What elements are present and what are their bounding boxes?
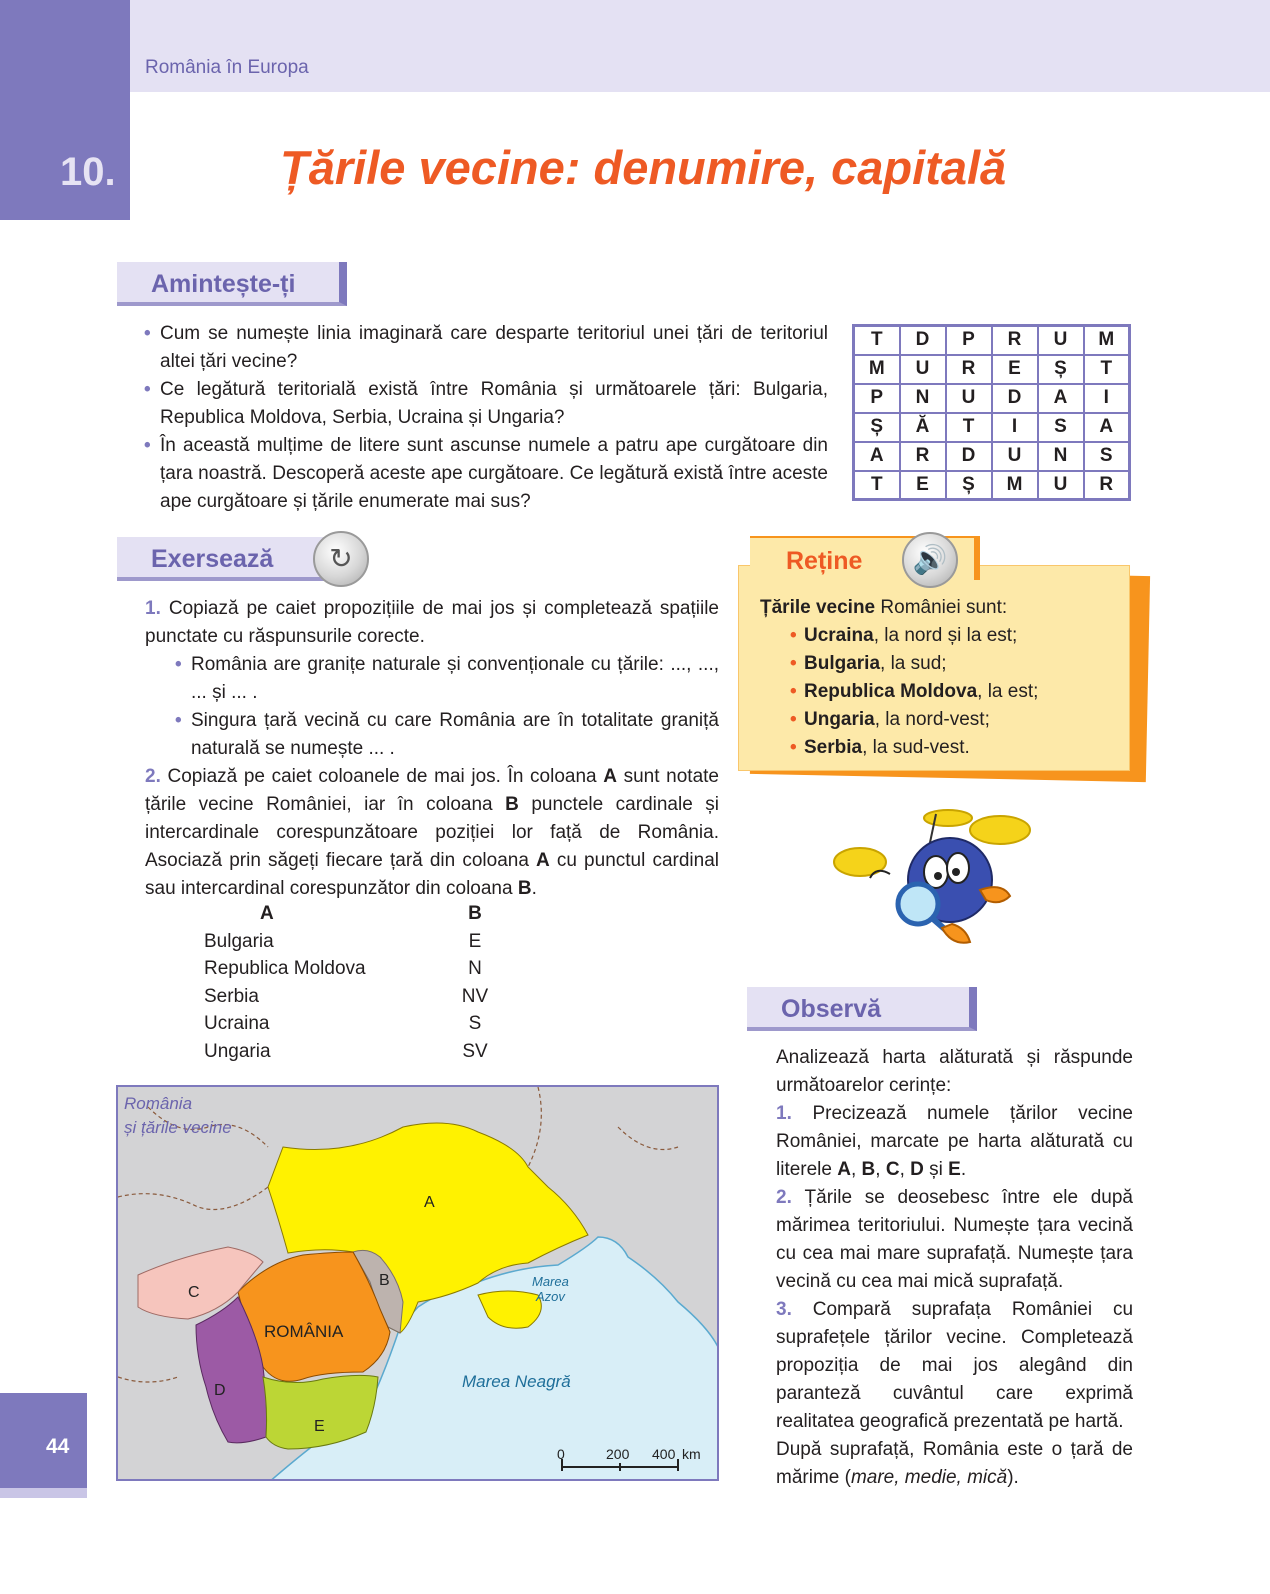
letter-cell: T bbox=[854, 471, 900, 500]
letter-cell: N bbox=[900, 384, 946, 413]
label-b: B bbox=[379, 1272, 390, 1289]
map-romania-neighbours bbox=[116, 1085, 719, 1481]
letter-cell: U bbox=[900, 355, 946, 384]
page-number: 44 bbox=[46, 1435, 70, 1458]
letter-cell: D bbox=[900, 326, 946, 355]
letter-cell: Ș bbox=[1038, 355, 1084, 384]
label-e: E bbox=[314, 1418, 325, 1435]
letter-cell: M bbox=[992, 471, 1038, 500]
letter-cell: Ă bbox=[900, 413, 946, 442]
page-number-strip bbox=[0, 1488, 87, 1498]
letter-cell: A bbox=[1038, 384, 1084, 413]
scale-unit: km bbox=[682, 1446, 701, 1462]
letter-cell: U bbox=[1038, 326, 1084, 355]
list-item: • Singura țară vecină cu care România are în totalitate graniță naturală se numește ... . bbox=[117, 707, 719, 763]
letter-cell: R bbox=[992, 326, 1038, 355]
label-azov-line2: Azov bbox=[536, 1289, 565, 1304]
section-heading: Exersează bbox=[151, 545, 274, 573]
retine-list bbox=[760, 594, 1120, 762]
letter-cell: P bbox=[946, 326, 992, 355]
aminteste-bullets bbox=[140, 320, 828, 516]
letter-cell: D bbox=[946, 442, 992, 471]
letter-cell: R bbox=[946, 355, 992, 384]
letter-cell: Ș bbox=[946, 471, 992, 500]
column-a-item: Ucraina bbox=[204, 1013, 270, 1035]
exercise-1: 1. Copiază pe caiet propozițiile de mai jos și completează spațiile punctate cu răspunsurile corecte. bbox=[145, 598, 720, 647]
letter-cell: T bbox=[946, 413, 992, 442]
list-item: • România are granițe naturale și convenționale cu țările: ..., ..., ... și ... . bbox=[117, 651, 719, 707]
section-heading: Reține bbox=[786, 547, 863, 575]
breadcrumb: România în Europa bbox=[145, 57, 309, 78]
letter-cell: N bbox=[1038, 442, 1084, 471]
letter-grid-row bbox=[854, 326, 1130, 355]
lesson-number: 10. bbox=[60, 150, 116, 194]
letter-cell: U bbox=[946, 384, 992, 413]
retine-intro: Țările vecine României sunt: bbox=[760, 597, 1008, 618]
letter-grid-row bbox=[854, 471, 1130, 500]
column-a-item: Ungaria bbox=[204, 1040, 271, 1062]
letter-grid-row bbox=[854, 355, 1130, 384]
label-a: A bbox=[424, 1194, 435, 1211]
letter-cell: I bbox=[992, 413, 1038, 442]
speaker-icon[interactable]: 🔊 bbox=[902, 532, 958, 588]
page-number-box bbox=[0, 1393, 87, 1497]
letter-cell: M bbox=[854, 355, 900, 384]
letter-cell: A bbox=[854, 442, 900, 471]
label-c: C bbox=[188, 1284, 200, 1301]
question-2: 2. Țările se deosebesc între ele după mărimea teritoriului. Numește țara vecină cu cea mai mare suprafață. Numește țara vecină cu cea mai mică suprafață. bbox=[776, 1187, 1133, 1292]
list-item: • Bulgaria, la sud; bbox=[760, 650, 1120, 678]
letter-grid bbox=[852, 324, 1131, 501]
list-item: • Cum se numește linia imaginară care desparte teritoriul unei țări de teritoriul altei țări vecine? bbox=[140, 320, 828, 376]
scale-max: 400 bbox=[652, 1446, 676, 1462]
column-b-item: NV bbox=[461, 985, 489, 1007]
refresh-icon[interactable]: ↻ bbox=[313, 531, 369, 587]
map-title-line2: și țările vecine bbox=[124, 1118, 232, 1137]
letter-cell: S bbox=[1038, 413, 1084, 442]
list-item: • În această mulțime de litere sunt ascunse numele a patru ape curgătoare din țara noastră. Descoperă aceste ape curgătoare. Ce legătură există între aceste ape curgătoare și țările enumerate mai sus? bbox=[140, 432, 828, 516]
letter-cell: I bbox=[1084, 384, 1130, 413]
observa-intro: Analizează harta alăturată și răspunde următoarelor cerințe: bbox=[776, 1047, 1133, 1096]
scale-mid: 200 bbox=[606, 1446, 630, 1462]
section-tab-exerseaza bbox=[117, 537, 345, 581]
page-title: Țările vecine: denumire, capitală bbox=[280, 141, 1007, 194]
letter-cell: E bbox=[900, 471, 946, 500]
letter-cell: T bbox=[854, 326, 900, 355]
mascot-illustration bbox=[830, 800, 1040, 960]
list-item: • Ucraina, la nord și la est; bbox=[760, 622, 1120, 650]
exercise-block bbox=[117, 595, 719, 903]
label-d: D bbox=[214, 1382, 226, 1399]
letter-cell: T bbox=[1084, 355, 1130, 384]
section-tab-observa bbox=[747, 987, 977, 1031]
question-1: 1. Precizează numele țărilor vecine României, marcate pe harta alăturată cu literele A, B, C, D și E. bbox=[776, 1103, 1134, 1180]
label-black-sea: Marea Neagră bbox=[462, 1372, 571, 1391]
letter-cell: S bbox=[1084, 442, 1130, 471]
column-a-item: Republica Moldova bbox=[204, 958, 366, 980]
exercise-2: 2. Copiază pe caiet coloanele de mai jos. În coloana A sunt notate țările vecine României, iar în coloana B punctele cardinale și intercardinale corespunzătoare poziției lor față de România. Asociază prin săgeți fiecare țară din coloana A cu punctul cardinal sau intercardinal corespunzător din coloana B. bbox=[145, 766, 719, 899]
label-azov-line1: Marea bbox=[532, 1274, 569, 1289]
column-b-header: B bbox=[468, 903, 482, 925]
list-item: • Republica Moldova, la est; bbox=[760, 678, 1120, 706]
column-b-item: N bbox=[468, 958, 482, 980]
list-item: • Ce legătură teritorială există între România și următoarele țări: Bulgaria, Republica Moldova, Serbia, Ucraina și Ungaria? bbox=[140, 376, 828, 432]
letter-cell: Ș bbox=[854, 413, 900, 442]
letter-cell: P bbox=[854, 384, 900, 413]
section-tab-aminteste bbox=[117, 262, 347, 306]
question-3: 3. Compară suprafața României cu suprafețele țărilor vecine. Completează propoziția de mai jos alegând din paranteză cuvântul care exprimă realitatea geografică prezentată pe hartă. bbox=[776, 1299, 1134, 1432]
letter-cell: D bbox=[992, 384, 1038, 413]
column-b-item: E bbox=[468, 930, 482, 952]
label-romania: ROMÂNIA bbox=[264, 1322, 344, 1341]
letter-cell: U bbox=[1038, 471, 1084, 500]
map-svg bbox=[118, 1087, 719, 1481]
list-item: • Serbia, la sud-vest. bbox=[760, 734, 1120, 762]
letter-cell: E bbox=[992, 355, 1038, 384]
letter-grid-row bbox=[854, 413, 1130, 442]
observa-text bbox=[748, 1044, 1133, 1492]
letter-cell: R bbox=[900, 442, 946, 471]
letter-cell: A bbox=[1084, 413, 1130, 442]
section-heading: Amintește-ți bbox=[151, 270, 296, 298]
column-b-item: S bbox=[468, 1013, 482, 1035]
column-a-item: Serbia bbox=[204, 985, 259, 1007]
letter-grid-row bbox=[854, 384, 1130, 413]
map-title-line1: România bbox=[124, 1094, 193, 1113]
letter-cell: U bbox=[992, 442, 1038, 471]
matching-columns bbox=[204, 900, 490, 1065]
letter-grid-row bbox=[854, 442, 1130, 471]
list-item: • Ungaria, la nord-vest; bbox=[760, 706, 1120, 734]
section-heading: Observă bbox=[781, 995, 882, 1023]
column-a-item: Bulgaria bbox=[204, 930, 274, 952]
letter-cell: M bbox=[1084, 326, 1130, 355]
column-a-header: A bbox=[260, 903, 274, 925]
letter-cell: R bbox=[1084, 471, 1130, 500]
final-sentence: După suprafață, România este o țară de mărime (mare, medie, mică). bbox=[776, 1439, 1133, 1488]
scale-zero: 0 bbox=[557, 1446, 565, 1462]
column-b-item: SV bbox=[462, 1040, 488, 1062]
